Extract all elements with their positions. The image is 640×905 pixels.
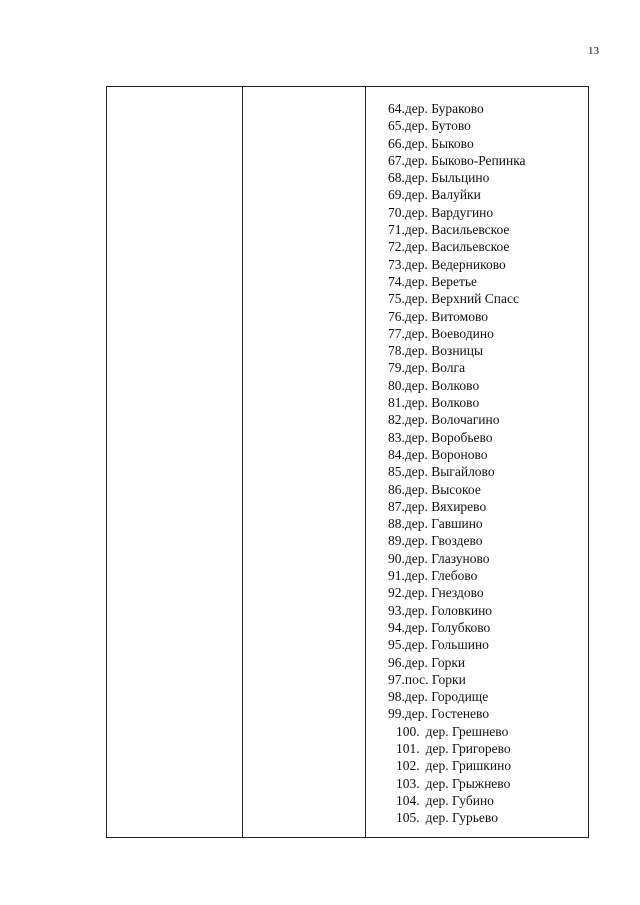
list-item-number: 90. (388, 550, 405, 566)
list-item (107, 204, 526, 221)
list-item (107, 654, 526, 671)
list-item-number: 88. (388, 516, 405, 532)
list-item (107, 584, 526, 601)
list-item (107, 273, 526, 290)
list-item-text: дер. Гостенево (404, 706, 490, 722)
list-item-number: 70. (388, 204, 405, 220)
list-item-text: дер. Волга (404, 360, 466, 376)
list-item (107, 238, 526, 255)
list-item-number: 103. (396, 775, 420, 791)
list-item-number: 94. (388, 619, 405, 635)
list-item-number: 75. (388, 291, 405, 307)
list-item-text: дер. Головкино (404, 602, 493, 618)
list-item-text: дер. Горки (404, 654, 466, 670)
page-number: 13 (588, 45, 599, 57)
list-item-text: дер. Быково (404, 135, 474, 151)
list-item-text: дер. Вардугино (404, 204, 494, 220)
list-item-text: пос. Горки (404, 671, 466, 687)
list-item-number: 92. (388, 585, 405, 601)
list-item-text: дер. Вяхирево (404, 498, 487, 514)
list-item (107, 446, 526, 463)
list-item-text: дер. Выгайлово (404, 464, 495, 480)
list-item-text: дер. Губино (425, 792, 494, 808)
list-item (107, 290, 526, 307)
list-item (107, 169, 526, 186)
list-item-number: 104. (396, 792, 420, 808)
list-item-text: дер. Валуйки (404, 187, 481, 203)
list-item (107, 411, 526, 428)
list-item (107, 515, 526, 532)
list-item (107, 221, 526, 238)
list-item (107, 256, 526, 273)
list-item (107, 619, 526, 636)
list-item-number: 65. (388, 118, 405, 134)
list-item (107, 463, 526, 480)
list-item-number: 80. (388, 377, 405, 393)
list-item (107, 688, 526, 705)
list-item-text: дер. Васильевское (404, 239, 510, 255)
list-item-text: дер. Гольшино (404, 637, 489, 653)
list-item-number: 68. (388, 170, 405, 186)
list-item-number: 76. (388, 308, 405, 324)
list-item (107, 342, 526, 359)
list-item (107, 100, 526, 117)
list-item-text: дер. Городище (404, 689, 489, 705)
list-item-text: дер. Гвоздево (404, 533, 483, 549)
list-item-number: 101. (396, 740, 420, 756)
list-item-text: дер. Быково-Репинка (404, 152, 526, 168)
list-item-number: 89. (388, 533, 405, 549)
list-item (107, 377, 526, 394)
list-item-text: дер. Верхний Спасс (404, 291, 519, 307)
list-item-text: дер. Грешнево (425, 723, 509, 739)
list-item-text: дер. Грыжнево (425, 775, 511, 791)
list-item (107, 775, 526, 792)
list-item-number: 64. (388, 101, 405, 116)
list-item (107, 636, 526, 653)
list-item-number: 83. (388, 429, 405, 445)
list-item-number: 84. (388, 446, 405, 462)
list-item-text: дер. Волочагино (404, 412, 500, 428)
list-item-text: дер. Вороново (404, 446, 488, 462)
list-item-number: 69. (388, 187, 405, 203)
list-item (107, 705, 526, 722)
list-item-text: дер. Воробьево (404, 429, 493, 445)
list-item-text: дер. Возницы (404, 343, 484, 359)
list-item-number: 71. (388, 222, 405, 238)
list-item-number: 87. (388, 498, 405, 514)
list-item-text: дер. Гришкино (425, 758, 512, 774)
list-item-number: 78. (388, 343, 405, 359)
list-item (107, 602, 526, 619)
list-item-number: 73. (388, 256, 405, 272)
list-item-number: 97. (388, 671, 405, 687)
list-item (107, 671, 526, 688)
list-item-text: дер. Бутово (404, 118, 471, 134)
list-item-number: 66. (388, 135, 405, 151)
list-item-number: 86. (388, 481, 405, 497)
list-item-number: 74. (388, 273, 405, 289)
list-item-text: дер. Глазуново (404, 550, 490, 566)
list-item (107, 740, 526, 757)
list-item (107, 532, 526, 549)
list-item-number: 98. (388, 689, 405, 705)
list-item (107, 498, 526, 515)
list-item-number: 82. (388, 412, 405, 428)
list-item (107, 359, 526, 376)
list-item-text: дер. Ведерниково (404, 256, 506, 272)
list-item-number: 79. (388, 360, 405, 376)
list-item-text: дер. Витомово (404, 308, 489, 324)
list-item-text: дер. Быльцино (404, 170, 490, 186)
list-item (107, 550, 526, 567)
list-item (107, 325, 526, 342)
list-item (107, 429, 526, 446)
list-item (107, 723, 526, 740)
list-item-text: дер. Голубково (404, 619, 491, 635)
list-item-number: 81. (388, 395, 405, 411)
list-item-number: 93. (388, 602, 405, 618)
list-item-number: 105. (396, 810, 420, 826)
settlement-list (107, 100, 526, 826)
list-item-text: дер. Гнездово (404, 585, 484, 601)
list-item (107, 757, 526, 774)
list-item (107, 792, 526, 809)
list-item-text: дер. Воеводино (404, 325, 494, 341)
list-item (107, 186, 526, 203)
list-item (107, 809, 526, 826)
list-item-number: 100. (396, 723, 420, 739)
list-item-number: 77. (388, 325, 405, 341)
list-item (107, 135, 526, 152)
list-item-text: дер. Веретье (404, 273, 478, 289)
list-item-number: 85. (388, 464, 405, 480)
list-item-number: 91. (388, 568, 405, 584)
list-item-text: дер. Волково (404, 395, 480, 411)
list-item-text: дер. Бураково (404, 101, 484, 116)
list-item-text: дер. Васильевское (404, 222, 510, 238)
list-item-text: дер. Гавшино (404, 516, 483, 532)
list-item-text: дер. Высокое (404, 481, 481, 497)
list-item (107, 394, 526, 411)
list-item-text: дер. Глебово (404, 568, 478, 584)
list-item-text: дер. Григорево (425, 740, 511, 756)
list-item-text: дер. Волково (404, 377, 480, 393)
list-item-text: дер. Гурьево (425, 810, 498, 826)
list-item (107, 152, 526, 169)
list-item-number: 99. (388, 706, 405, 722)
list-item-number: 102. (396, 758, 420, 774)
list-item-number: 67. (388, 152, 405, 168)
list-item-number: 96. (388, 654, 405, 670)
list-item (107, 481, 526, 498)
list-item (107, 567, 526, 584)
list-item-number: 72. (388, 239, 405, 255)
list-item-number: 95. (388, 637, 405, 653)
list-item (107, 308, 526, 325)
list-item (107, 117, 526, 134)
document-table (106, 86, 589, 838)
